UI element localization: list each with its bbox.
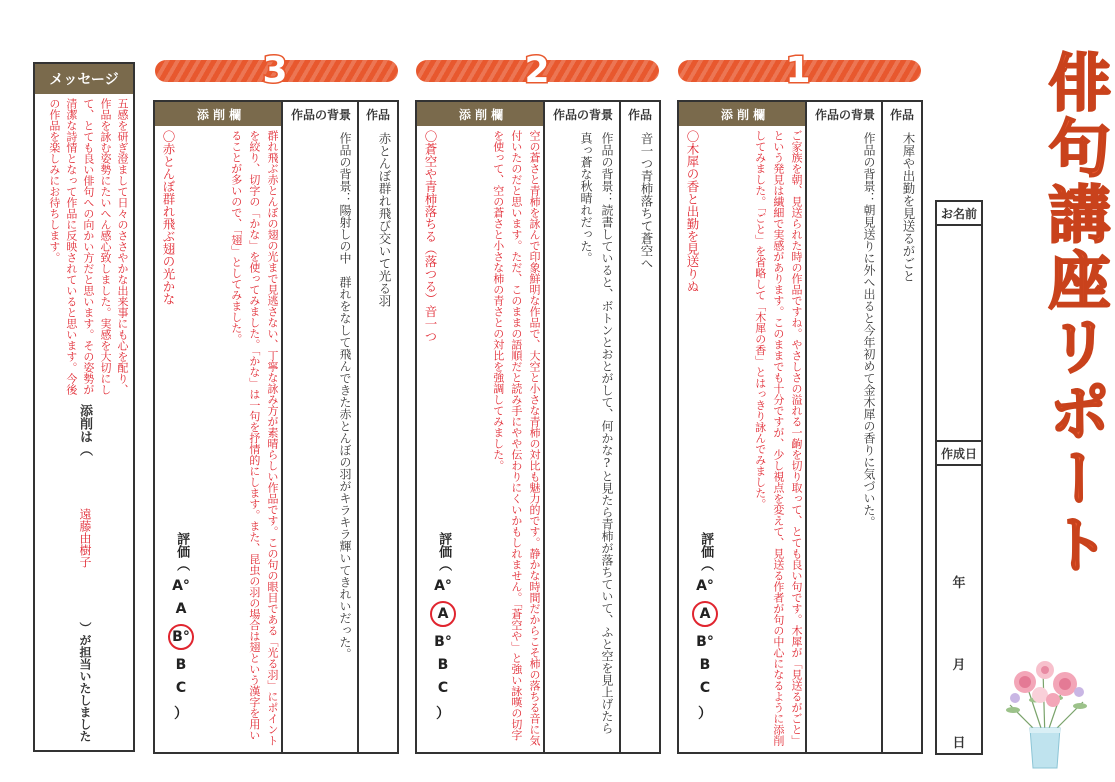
grade: C [699, 680, 711, 696]
evaluation [167, 532, 195, 723]
entry-1-number: 1 [785, 49, 811, 91]
grade: B° [434, 634, 452, 650]
revised-haiku: 〇木犀の香と出勤を見送りぬ [685, 130, 700, 293]
entry-2-number: 2 [524, 49, 550, 91]
entry-1-table [677, 100, 923, 754]
entry-3-number: 3 [262, 49, 288, 91]
grade: ） [698, 706, 712, 722]
correction-comment: 空の蒼さと青柿を詠んで印象鮮明な作品で、大空と小さな青柿の対比も魅力的です。静かな時間だからこそ柿の落ちる音に気付いたのだと思います。ただ、このままの語順だと読み手にやや伝わりにくいかもしれません。「蒼空や」と強い詠嘆の切字を使って、空の蒼さと小さな柿の青さとの対比を強調してみました。 [491, 130, 541, 746]
header-work: 作品 [881, 102, 921, 126]
grade: B° [168, 624, 194, 650]
entry-2-table [415, 100, 661, 754]
grade: A [175, 601, 187, 617]
grade: A° [434, 578, 452, 594]
header-background: 作品の背景 [543, 102, 621, 126]
grade: A° [696, 578, 714, 594]
grade: A [692, 601, 718, 627]
evaluation [691, 532, 719, 723]
evaluation-label: 評価（ [174, 532, 190, 571]
background-text: 作品の背景：陽射しの中 群れをなして飛んできた赤とんぼの羽がキラキラ輝いてきれいだった。 [338, 132, 352, 660]
name-field[interactable] [937, 226, 981, 438]
revised-haiku: 〇赤とんぼ群れ飛ぶ翅の光かな [161, 130, 176, 305]
message-signature-name: 遠藤由樹子 [78, 508, 92, 568]
header-correction: 添 削 欄 [417, 102, 545, 126]
grade: A° [172, 578, 190, 594]
page-title: 俳句講座リポート [1038, 50, 1111, 578]
message-signature-suffix: ）が担当いたしました [78, 622, 92, 742]
evaluation [429, 532, 457, 723]
date-month: 月 [952, 658, 966, 673]
date-year: 年 [952, 576, 966, 591]
work-text: 赤とんぼ群れ飛び交いて光る羽 [377, 132, 392, 307]
background-text: 作品の背景：読書していると、ボトンとおとがして、何かな?と見たら青柿が落ちていて、ふと空を見上げたら真っ蒼な秋晴れだった。 [579, 132, 614, 734]
entry-3-table [153, 100, 399, 754]
header-correction: 添 削 欄 [679, 102, 807, 126]
flower-vase-icon [995, 640, 1095, 770]
header-correction: 添 削 欄 [155, 102, 283, 126]
date-label: 作成日 [937, 440, 981, 466]
header-background: 作品の背景 [805, 102, 883, 126]
message-header: メッセージ [35, 64, 133, 94]
header-background: 作品の背景 [281, 102, 359, 126]
background-text: 作品の背景：朝見送りに外へ出ると今年初めて金木犀の香りに気づいた。 [862, 132, 876, 528]
evaluation-label: 評価（ [436, 532, 452, 571]
correction-comment: ご家族を朝、見送られた時の作品ですね。やさしさの溢れる一齣を切り取って、とても良い句です。木犀が「見送るがごと」という発見は繊細で実感があります。このままでも十分ですが、少し視点を変えて、見送る作者が句の中心になるように添削してみました。「ごと」を省略して「木犀の香」とはっきり詠んでみました。 [753, 130, 803, 746]
message-panel [33, 62, 135, 752]
grade: ） [436, 706, 450, 722]
evaluation-label: 評価（ [698, 532, 714, 571]
grade: B° [696, 634, 714, 650]
grade: A [430, 601, 456, 627]
info-form [935, 200, 983, 755]
name-label: お名前 [937, 202, 981, 226]
grade: B [175, 657, 187, 673]
message-body: 五感を研ぎ澄まして日々のささやかな出来事にも心を配り、作品を詠む姿勢にたいへん感心致しました。実感を大切にして、とても良い俳句への向かい方だと思います。その姿勢が清潔な詩情となって作品に反映されていると思います。今後の作品を楽しみにお待ちします。 [47, 98, 129, 395]
correction-comment: 群れ飛ぶ赤とんぼの翅の光まで見逃さない、丁寧な詠み方が素晴らしい作品です。この句の眼目である「光る羽」にポイントを絞り、切字の「かな」を使ってみました。「かな」は一句を抒情的にします。また、昆虫の羽の場合は翅という漢字を用いることが多いので、「翅」としてみました。 [229, 130, 279, 746]
header-work: 作品 [619, 102, 659, 126]
grade: B [437, 657, 449, 673]
date-day: 日 [952, 736, 966, 751]
message-signature-prefix: 添削は（ [77, 404, 92, 456]
revised-haiku: 〇蒼空や青柿落ちる（落つる）音一つ [423, 130, 438, 343]
work-text: 音一つ青柿落ちて蒼空へ [639, 132, 654, 270]
work-text: 木犀や出勤を見送るがごと [901, 132, 916, 282]
grade: ） [174, 706, 188, 722]
grade: C [175, 680, 187, 696]
grade: B [699, 657, 711, 673]
header-work: 作品 [357, 102, 397, 126]
grade: C [437, 680, 449, 696]
